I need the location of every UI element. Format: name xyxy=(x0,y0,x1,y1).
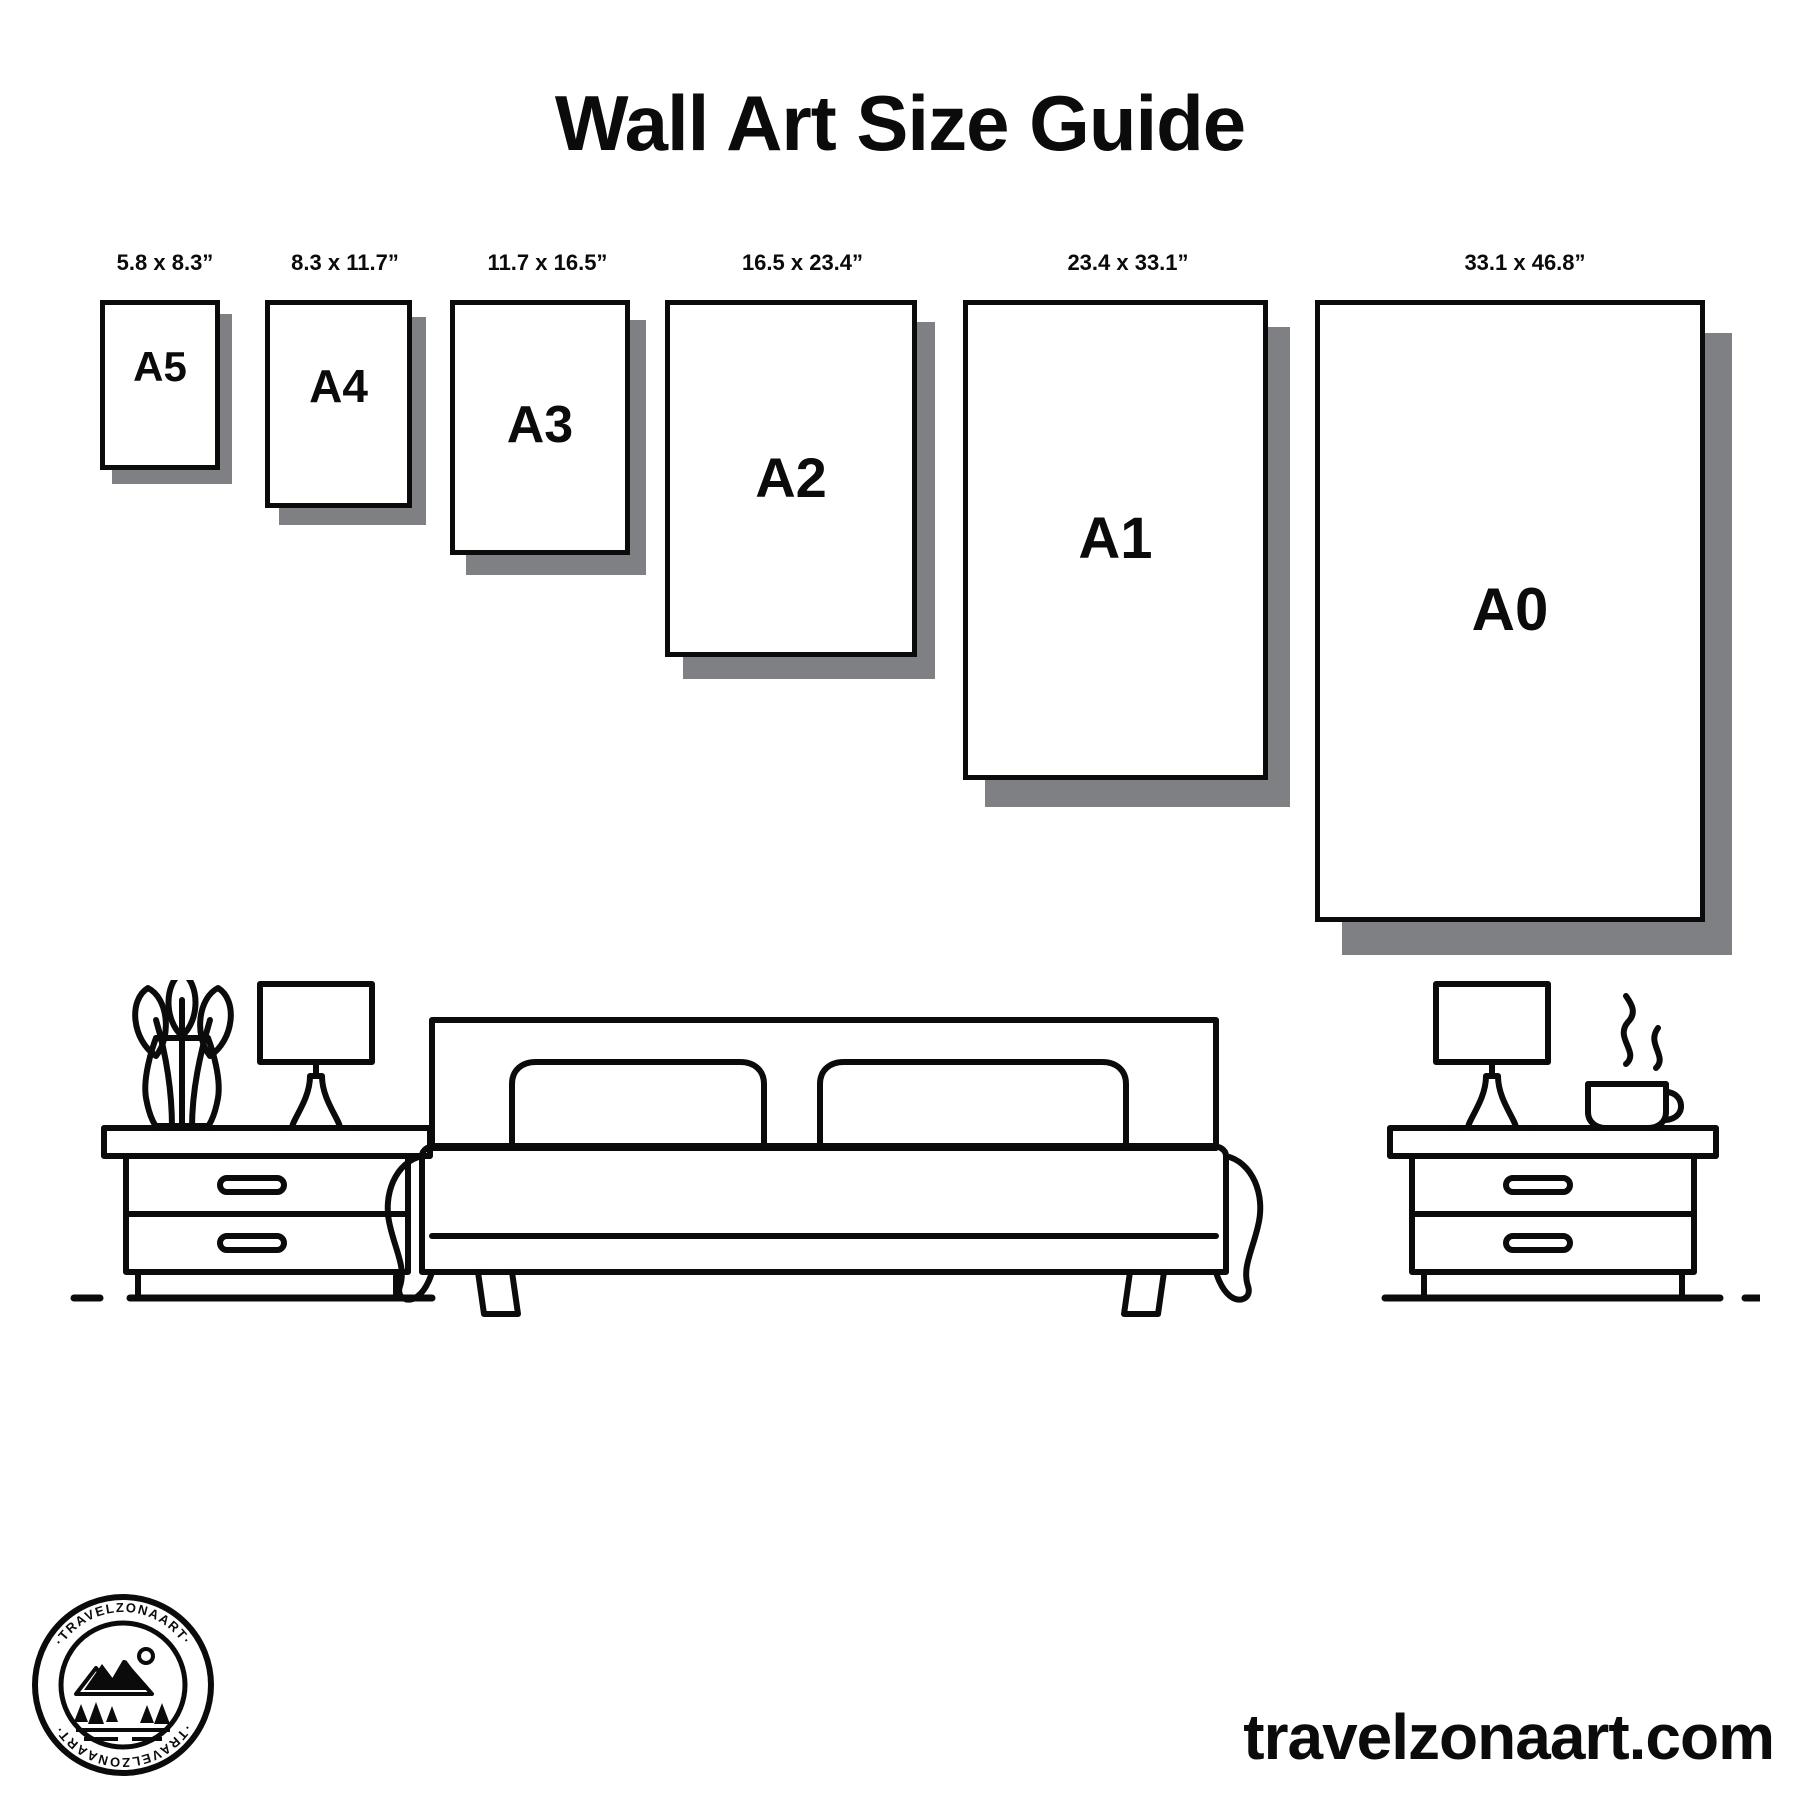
frame-label-a5: A5 xyxy=(133,343,187,390)
frame-label-a3: A3 xyxy=(506,396,574,454)
frame-dimension-a0: 33.1 x 46.8” xyxy=(1464,250,1586,275)
frame-box-a5[interactable] xyxy=(100,300,220,470)
nightstand-right xyxy=(1390,1128,1716,1298)
frame-dimension-a4: 8.3 x 11.7” xyxy=(291,250,399,275)
lamp-left xyxy=(260,984,372,1128)
frame-group-a1 xyxy=(963,250,1293,800)
frame-label-a4: A4 xyxy=(309,360,368,412)
frame-label-a0: A0 xyxy=(1471,576,1549,643)
frame-box-a1[interactable] xyxy=(963,300,1268,780)
plant-vase-left xyxy=(135,980,231,1128)
frame-box-a4[interactable] xyxy=(265,300,412,508)
frame-group-a2 xyxy=(665,250,940,680)
logo-text-bottom: ·TRAVELZONAART· xyxy=(51,1722,195,1771)
coffee-cup xyxy=(1588,996,1681,1128)
nightstand-left xyxy=(104,1128,430,1298)
frame-box-a0[interactable] xyxy=(1315,300,1705,922)
frame-box-a2[interactable] xyxy=(665,300,917,657)
frame-dimension-a3: 11.7 x 16.5” xyxy=(487,250,608,275)
logo-text-top: ·TRAVELZONAART· xyxy=(51,1599,195,1648)
bedroom-illustration xyxy=(60,980,1760,1540)
frame-box-a3[interactable] xyxy=(450,300,630,555)
frame-group-a3 xyxy=(450,250,645,575)
logo-scene xyxy=(74,1649,170,1739)
website-url[interactable]: travelzonaart.com xyxy=(1243,1701,1774,1773)
frame-label-a2: A2 xyxy=(755,446,827,509)
logo-trees xyxy=(74,1702,170,1724)
frame-dimension-a2: 16.5 x 23.4” xyxy=(741,250,864,275)
lamp-right xyxy=(1436,984,1548,1128)
brand-logo[interactable] xyxy=(28,1590,218,1780)
frame-group-a5 xyxy=(100,250,230,480)
page-title: Wall Art Size Guide xyxy=(554,79,1246,167)
frame-group-a4 xyxy=(265,250,425,525)
frame-group-a0 xyxy=(1315,250,1735,965)
frame-dimension-a5: 5.8 x 8.3” xyxy=(116,250,214,275)
frame-label-a1: A1 xyxy=(1078,506,1153,571)
bed xyxy=(388,1020,1260,1314)
frame-dimension-a1: 23.4 x 33.1” xyxy=(1067,250,1189,275)
